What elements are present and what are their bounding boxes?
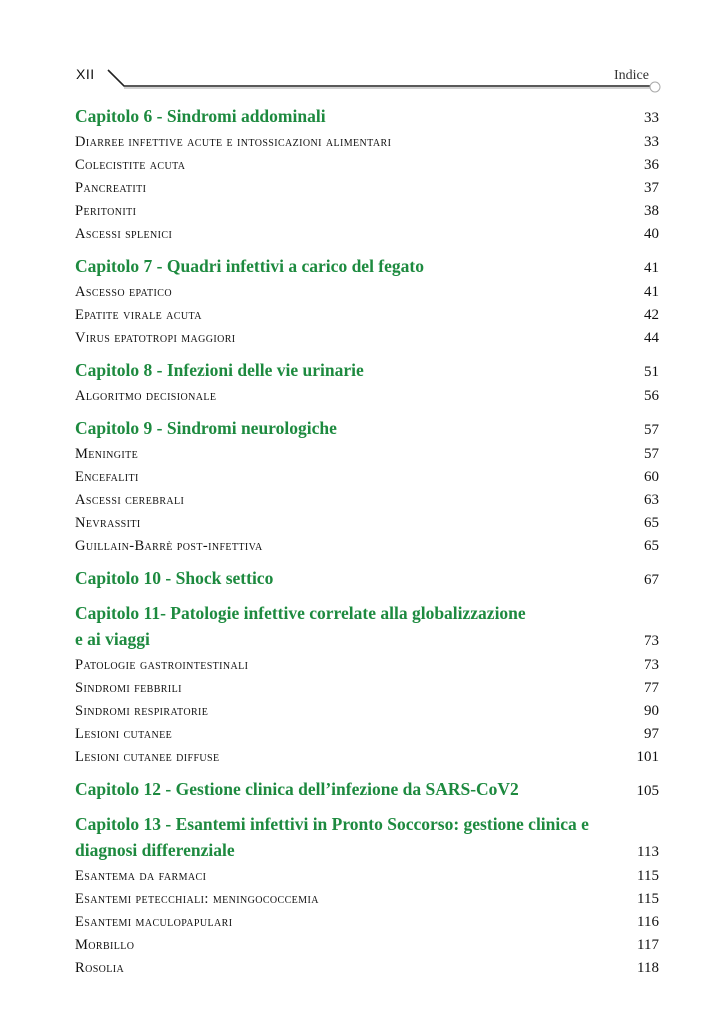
toc-entry[interactable] — [75, 200, 659, 223]
chapter-title[interactable] — [75, 776, 659, 804]
chapter-page: 51 — [644, 364, 659, 380]
chapter-title[interactable] — [75, 565, 659, 593]
toc-entry[interactable] — [75, 746, 659, 769]
entry-label: Rosolia — [75, 960, 125, 976]
entry-label: Ascessi cerebrali — [75, 492, 185, 508]
chapter-6 — [75, 103, 659, 246]
entry-page: 57 — [644, 446, 659, 462]
entry-label: Morbillo — [75, 937, 135, 953]
chapter-page: 57 — [644, 422, 659, 438]
entry-page: 37 — [644, 180, 659, 196]
chapter-page: 73 — [644, 633, 659, 649]
toc-entry[interactable] — [75, 512, 659, 535]
entry-page: 41 — [644, 284, 659, 300]
entry-label: Ascessi splenici — [75, 226, 173, 242]
entry-label: Lesioni cutanee — [75, 726, 173, 742]
entry-label: Pancreatiti — [75, 180, 147, 196]
toc-entry[interactable] — [75, 304, 659, 327]
toc-entry[interactable] — [75, 154, 659, 177]
entry-label: Esantemi maculopapulari — [75, 914, 233, 930]
toc-entry[interactable] — [75, 865, 659, 888]
entry-page: 65 — [644, 538, 659, 554]
entry-label: Ascesso epatico — [75, 284, 172, 300]
entry-page: 116 — [637, 914, 659, 930]
chapter-title-line: e ai viaggi — [75, 629, 150, 649]
entry-label: Lesioni cutanee diffuse — [75, 749, 220, 765]
chapter-9 — [75, 415, 659, 558]
header-rule-ornament — [0, 0, 723, 100]
chapter-title[interactable] — [75, 357, 659, 385]
entry-page: 115 — [637, 891, 659, 907]
entry-page: 36 — [644, 157, 659, 173]
entry-label: Sindromi febbrili — [75, 680, 182, 696]
chapter-title-text: Capitolo 7 - Quadri infettivi a carico del fegato — [75, 256, 424, 276]
toc-entry[interactable] — [75, 888, 659, 911]
chapter-11 — [75, 600, 659, 769]
entry-label: Esantema da farmaci — [75, 868, 207, 884]
chapter-12 — [75, 776, 659, 804]
chapter-title[interactable] — [75, 253, 659, 281]
entry-page: 101 — [636, 749, 659, 765]
toc-entry[interactable] — [75, 281, 659, 304]
entry-label: Peritoniti — [75, 203, 137, 219]
chapter-page: 33 — [644, 110, 659, 126]
toc-entry[interactable] — [75, 700, 659, 723]
toc-entry[interactable] — [75, 677, 659, 700]
chapter-title-text: Capitolo 10 - Shock settico — [75, 568, 274, 588]
entry-page: 117 — [637, 937, 659, 953]
chapter-7 — [75, 253, 659, 350]
chapter-page: 41 — [644, 260, 659, 276]
chapter-page: 113 — [637, 844, 659, 860]
toc-entry[interactable] — [75, 385, 659, 408]
entry-page: 77 — [644, 680, 659, 696]
chapter-title-text: Capitolo 8 - Infezioni delle vie urinarie — [75, 360, 364, 380]
chapter-title-line: Capitolo 11- Patologie infettive correlate alla globalizzazione — [75, 603, 526, 623]
entry-page: 97 — [644, 726, 659, 742]
chapter-page: 67 — [644, 572, 659, 588]
toc-entry[interactable] — [75, 489, 659, 512]
entry-page: 56 — [644, 388, 659, 404]
toc-entry[interactable] — [75, 535, 659, 558]
chapter-title[interactable] — [75, 103, 659, 131]
entry-label: Virus epatotropi maggiori — [75, 330, 236, 346]
chapter-title[interactable] — [75, 811, 659, 865]
entry-label: Encefaliti — [75, 469, 139, 485]
entry-label: Esantemi petecchiali: meningococcemia — [75, 891, 319, 907]
chapter-title-text: Capitolo 9 - Sindromi neurologiche — [75, 418, 337, 438]
entry-label: Epatite virale acuta — [75, 307, 202, 323]
section-name: Indice — [614, 68, 649, 83]
chapter-10 — [75, 565, 659, 593]
entry-page: 33 — [644, 134, 659, 150]
chapter-title[interactable] — [75, 415, 659, 443]
chapter-8 — [75, 357, 659, 408]
chapter-13 — [75, 811, 659, 980]
entry-label: Algoritmo decisionale — [75, 388, 217, 404]
entry-label: Patologie gastrointestinali — [75, 657, 249, 673]
toc-entry[interactable] — [75, 223, 659, 246]
entry-page: 118 — [637, 960, 659, 976]
entry-label: Guillain-Barrè post-infettiva — [75, 538, 263, 554]
toc-entry[interactable] — [75, 466, 659, 489]
chapter-title-line: diagnosi differenziale — [75, 840, 235, 860]
entry-page: 73 — [644, 657, 659, 673]
entry-label: Sindromi respiratorie — [75, 703, 209, 719]
chapter-title-text: Capitolo 12 - Gestione clinica dell’infezione da SARS-CoV2 — [75, 779, 519, 799]
chapter-title-line: Capitolo 13 - Esantemi infettivi in Pronto Soccorso: gestione clinica e — [75, 814, 589, 834]
entry-label: Diarree infettive acute e intossicazioni alimentari — [75, 134, 392, 150]
page-number: XII — [76, 66, 95, 82]
toc-entry[interactable] — [75, 957, 659, 980]
entry-label: Nevrassiti — [75, 515, 141, 531]
table-of-contents — [75, 103, 659, 980]
entry-page: 44 — [644, 330, 659, 346]
entry-page: 38 — [644, 203, 659, 219]
page-header — [0, 0, 723, 100]
toc-entry[interactable] — [75, 934, 659, 957]
toc-entry[interactable] — [75, 443, 659, 466]
entry-label: Meningite — [75, 446, 139, 462]
toc-entry[interactable] — [75, 911, 659, 934]
toc-entry[interactable] — [75, 654, 659, 677]
chapter-title[interactable] — [75, 600, 659, 654]
entry-page: 42 — [644, 307, 659, 323]
entry-page: 40 — [644, 226, 659, 242]
entry-page: 90 — [644, 703, 659, 719]
entry-label: Colecistite acuta — [75, 157, 186, 173]
entry-page: 60 — [644, 469, 659, 485]
entry-page: 65 — [644, 515, 659, 531]
entry-page: 63 — [644, 492, 659, 508]
toc-entry[interactable] — [75, 177, 659, 200]
entry-page: 115 — [637, 868, 659, 884]
toc-entry[interactable] — [75, 131, 659, 154]
toc-entry[interactable] — [75, 723, 659, 746]
chapter-title-text: Capitolo 6 - Sindromi addominali — [75, 106, 326, 126]
chapter-page: 105 — [636, 783, 659, 799]
toc-entry[interactable] — [75, 327, 659, 350]
